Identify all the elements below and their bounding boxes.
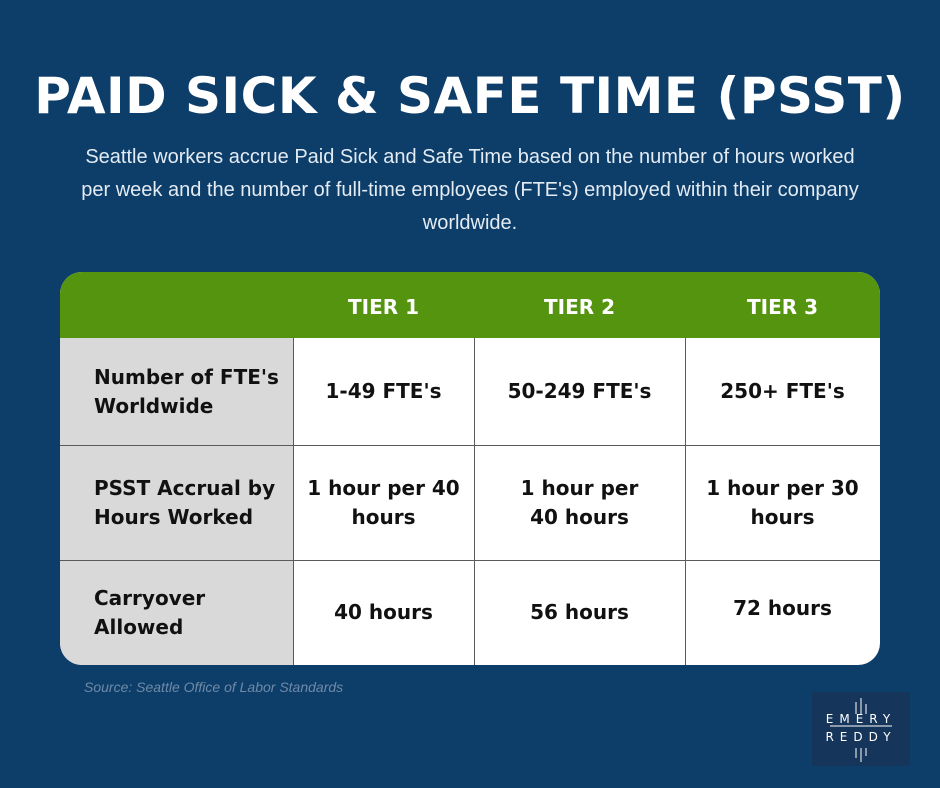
logo-text-emery: EMERY [825, 712, 897, 726]
cell-tier-3-accrual: 1 hour per 30 hours [706, 475, 859, 529]
row-label-fte: Number of FTE's Worldwide [94, 364, 279, 418]
row-label-accrual: PSST Accrual by Hours Worked [94, 475, 276, 529]
cell-tier-3-carryover: 72 hours [733, 596, 832, 620]
tier-table [60, 272, 880, 665]
cell-tier-1-carryover: 40 hours [334, 600, 433, 624]
cell-tier-1-accrual: 1 hour per 40 hours [307, 475, 460, 529]
cell-tier-3-fte: 250+ FTE's [720, 379, 845, 403]
column-header-tier-2: TIER 2 [543, 295, 616, 319]
row-divider [60, 445, 880, 446]
column-header-tier-1: TIER 1 [347, 295, 420, 319]
emery-reddy-logo [812, 692, 910, 766]
column-divider [685, 338, 686, 665]
page-subtitle: Seattle workers accrue Paid Sick and Safe Time based on the number of hours worked per week and the number of full-time employees (FTE's) employed within their company worldwide. [81, 146, 859, 234]
logo-lines-icon [812, 692, 910, 766]
row-divider [60, 560, 880, 561]
cell-tier-2-accrual: 1 hour per 40 hours [520, 475, 639, 529]
page-title: PAID SICK & SAFE TIME (PSST) [34, 67, 906, 125]
logo-text-reddy: REDDY [825, 730, 897, 744]
source-note: Source: Seattle Office of Labor Standards [84, 679, 344, 695]
cell-tier-2-carryover: 56 hours [530, 600, 629, 624]
cell-tier-2-fte: 50-249 FTE's [507, 379, 652, 403]
row-label-carryover: Carryover Allowed [94, 585, 206, 639]
column-header-tier-3: TIER 3 [746, 295, 819, 319]
cell-tier-1-fte: 1-49 FTE's [325, 379, 442, 403]
table-header-row [60, 272, 880, 338]
column-divider [293, 338, 294, 665]
column-divider [474, 338, 475, 665]
